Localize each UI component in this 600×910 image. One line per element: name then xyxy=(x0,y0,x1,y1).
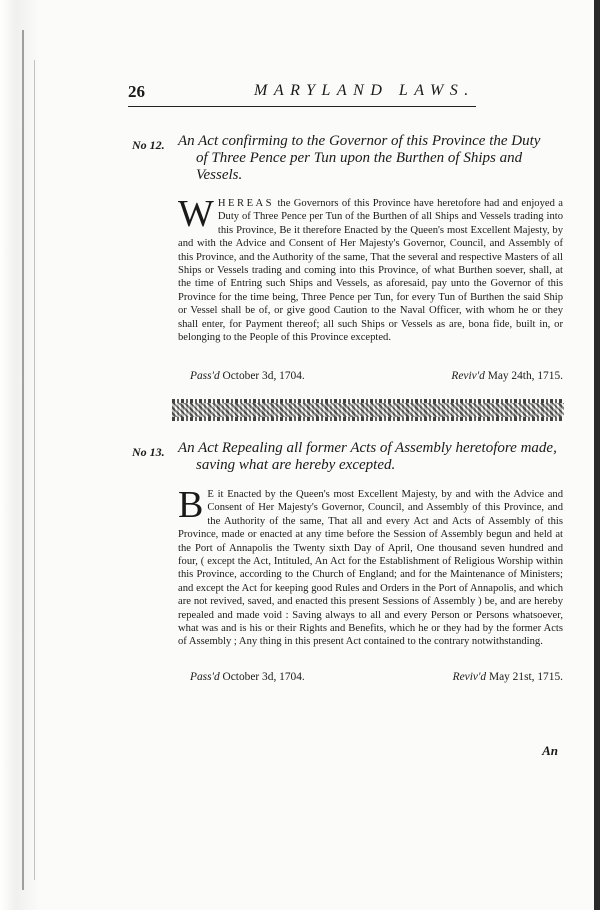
lead-word: E xyxy=(207,489,214,500)
act-number: No 13. xyxy=(132,445,165,459)
printer-ornament xyxy=(172,399,564,421)
revived-value: May 24th, 1715. xyxy=(487,370,563,382)
act-title-line: Vessels. xyxy=(196,167,243,183)
passed-date xyxy=(190,370,305,382)
act-title-line: saving what are hereby excepted. xyxy=(196,457,396,473)
binding-line xyxy=(34,60,35,880)
catchword: An xyxy=(542,743,558,758)
running-title: MARYLAND LAWS. xyxy=(254,82,475,99)
binding-shadow xyxy=(22,30,24,890)
act-body-text: it Enacted by the Queen's most Excellent Majesty, by and with the Advice and Consent of Her Majesty's Governor, Council, and Assembly of this Province, and the Authority of the same, That all and every Act and Acts of Assembly of this Province, made or enacted at any time before the Session of Assembly begun and held at the Port of Annapolis the Twenty sixth Day of April, One thousand seven hundred and four, ( except the Act, Intituled, An Act for the Establishment of Religious Worship within this Province, according to the Church of England; and for the Maintenance of Ministers; and except the Act for keeping good Rules and Orders in the Port of Annapolis, and which are not revived, saved, and enacted this present Sessions of Assembly ) be, and are hereby repealed and made void : Saving always to all and every Person or Persons whatsoever, what was and is his or their Rights and Benefits, which he or they had by the former Acts of Assembly ; Any thing in this present Act contained to the contrary notwithstanding. xyxy=(178,489,563,648)
act-body-text: the Governors of this Province have heretofore had and enjoyed a Duty of Three Pence per Tun of the Burthen of all Ships and Vessels trading into this Province, Be it therefore Enacted by the Queen's most Excellent Majesty, by and with the Advice and Consent of Her Majesty's Governor, Council, and Assembly of this Province, and the Authority of the same, That the several and respective Masters of all Ships or Vessels trading and coming into this Province, of what Burthen soever, shall, at the time of Entring such Ships and Vessels, as aforesaid, pay unto the Governor of this Province for the time being, Three Pence per Tun, for every Tun of Burthen the said Ship or Vessel shall be of, or give good Caution to the Naval Officer, with whom he or they shall enter, for Payment thereof; all such Ships or Vessels as are, bona fide, built in, or belonging to the People of this Province excepted. xyxy=(178,198,563,344)
act-title xyxy=(178,440,563,474)
header-rule xyxy=(128,106,476,107)
lead-word: HEREAS xyxy=(217,198,275,209)
act-title xyxy=(178,133,563,184)
passed-label: Pass'd xyxy=(190,671,220,683)
drop-cap: B xyxy=(178,484,204,526)
revived-label: Reviv'd xyxy=(452,671,487,683)
passed-value: October 3d, 1704. xyxy=(222,671,305,683)
passed-value: October 3d, 1704. xyxy=(222,370,305,382)
revived-date xyxy=(453,671,563,683)
revived-value: May 21st, 1715. xyxy=(488,671,563,683)
act-body xyxy=(178,484,563,649)
passed-date xyxy=(190,671,305,683)
passed-label: Pass'd xyxy=(190,370,220,382)
revived-date xyxy=(451,370,563,382)
act-body xyxy=(178,193,563,344)
drop-cap: W xyxy=(178,193,214,235)
revived-label: Reviv'd xyxy=(451,370,485,382)
running-head xyxy=(128,82,476,104)
page-number: 26 xyxy=(128,82,145,101)
act-title-line: An Act Repealing all former Acts of Assembly heretofore made, xyxy=(178,440,557,456)
act-title-line: of Three Pence per Tun upon the Burthen of Ships and xyxy=(196,150,523,166)
act-title-line: An Act confirming to the Governor of this Province the Duty xyxy=(178,133,541,149)
act-number: No 12. xyxy=(132,138,165,152)
scan-edge xyxy=(594,0,600,910)
